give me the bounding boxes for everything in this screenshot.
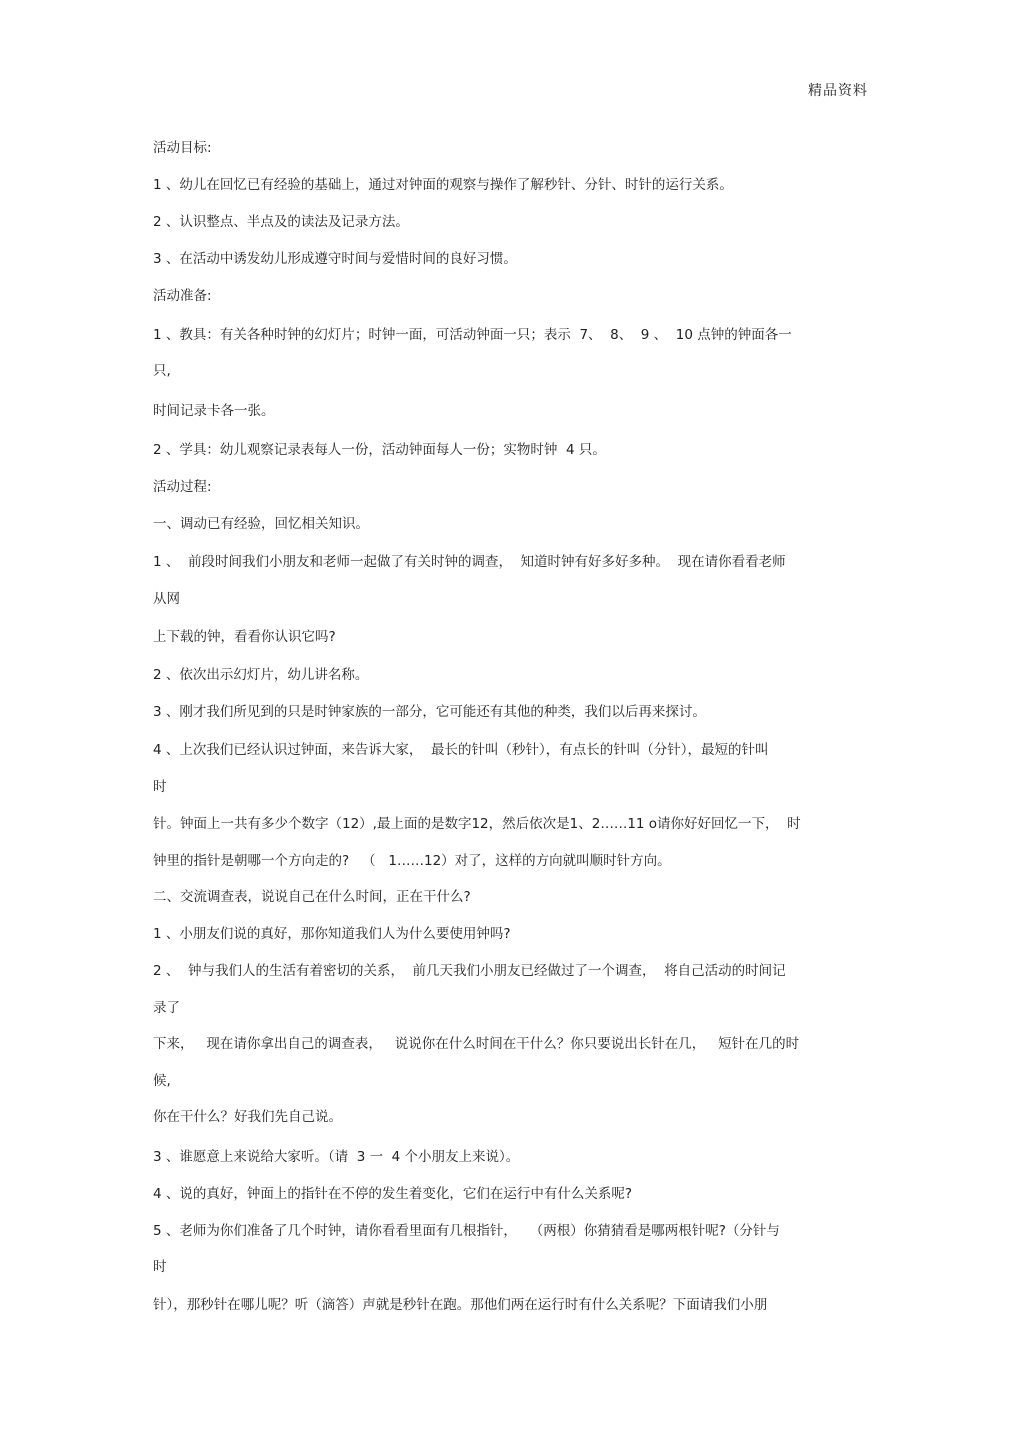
- text-line: 2 、 钟与我们人的生活有着密切的关系， 前几天我们小朋友已经做过了一个调查， 将自己活动的时间记: [153, 963, 786, 979]
- text-line: 4 、上次我们已经认识过钟面，来告诉大家， 最长的针叫（秒针），有点长的针叫（分针），最短的针叫: [153, 742, 769, 758]
- text-line: 3 、谁愿意上来说给大家听。（请 3 一 4 个小朋友上来说）。: [153, 1149, 520, 1165]
- text-line: 1 、 前段时间我们小朋友和老师一起做了有关时钟的调查， 知道时钟有好多好多种。 现在请你看看老师: [153, 554, 786, 570]
- header-label: 精品资料: [808, 83, 868, 99]
- text-line: 活动目标:: [153, 140, 212, 156]
- text-line: 钟里的指针是朝哪一个方向走的? （ 1……12）对了，这样的方向就叫顺时针方向。: [153, 853, 671, 869]
- text-line: 4 、说的真好，钟面上的指针在不停的发生着变化，它们在运行中有什么关系呢?: [153, 1186, 633, 1202]
- text-line: 3 、刚才我们所见到的只是时钟家族的一部分，它可能还有其他的种类，我们以后再来探讨。: [153, 704, 706, 720]
- text-line: 只,: [153, 363, 171, 379]
- text-line: 时: [153, 779, 167, 795]
- text-line: 活动过程:: [153, 479, 212, 495]
- text-line: 候,: [153, 1073, 171, 1089]
- text-line: 3 、在活动中诱发幼儿形成遵守时间与爱惜时间的良好习惯。: [153, 251, 517, 267]
- text-line: 2 、学具：幼儿观察记录表每人一份，活动钟面每人一份；实物时钟 4 只。: [153, 442, 606, 458]
- text-line: 针。钟面上一共有多少个数字（12）,最上面的是数字12，然后依次是1、2……11 o请你好好回忆一下， 时: [153, 816, 801, 832]
- text-line: 1 、教具：有关各种时钟的幻灯片；时钟一面，可活动钟面一只；表示 7、 8、 9 、 10 点钟的钟面各一: [153, 327, 792, 343]
- text-line: 1 、小朋友们说的真好，那你知道我们人为什么要使用钟吗?: [153, 926, 511, 942]
- text-line: 1 、幼儿在回忆已有经验的基础上，通过对钟面的观察与操作了解秒针、分针、时针的运行关系。: [153, 177, 733, 193]
- text-line: 2 、认识整点、半点及的读法及记录方法。: [153, 214, 409, 230]
- text-line: 活动准备:: [153, 288, 212, 304]
- text-line: 下来， 现在请你拿出自己的调查表， 说说你在什么时间在干什么？你只要说出长针在几， 短针在几的时: [153, 1036, 800, 1052]
- text-line: 针），那秒针在哪儿呢？听（滴答）声就是秒针在跑。那他们两在运行时有什么关系呢？下面请我们小朋: [153, 1297, 768, 1313]
- text-line: 时: [153, 1259, 167, 1275]
- text-line: 时间记录卡各一张。: [153, 403, 275, 419]
- text-line: 从网: [153, 591, 180, 607]
- text-line: 2 、依次出示幻灯片，幼儿讲名称。: [153, 667, 369, 683]
- text-line: 5 、老师为你们准备了几个时钟，请你看看里面有几根指针， （两根）你猜猜看是哪两根针呢?（分针与: [153, 1223, 780, 1239]
- text-line: 上下载的钟，看看你认识它吗?: [153, 629, 336, 645]
- text-line: 你在干什么？好我们先自己说。: [153, 1109, 342, 1125]
- text-line: 录了: [153, 1000, 180, 1016]
- text-line: 一、调动已有经验，回忆相关知识。: [153, 516, 369, 532]
- text-line: 二、交流调查表，说说自己在什么时间，正在干什么?: [153, 889, 471, 905]
